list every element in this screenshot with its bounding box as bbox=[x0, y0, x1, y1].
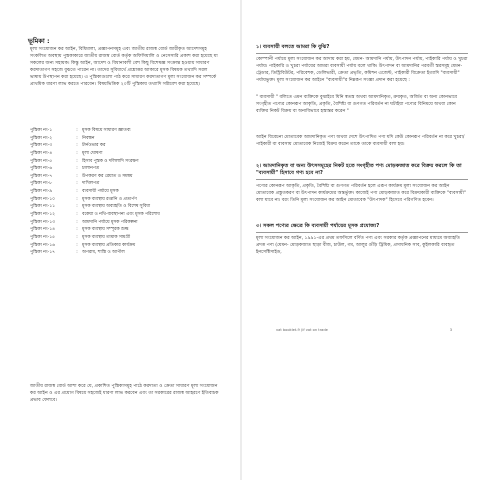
separator: : bbox=[76, 212, 78, 218]
separator: : bbox=[76, 196, 78, 202]
list-item bbox=[30, 211, 220, 219]
outro-paragraph: জাতীয় রাজস্ব বোর্ড আশা করে যে, প্রকাশিত পুস্তিকাসমূহ পাঠে করদাতা ও ক্রেতা সাধারণ মূল্য সংযোজন কর আইন ও এর প্রয়োগ বিষয়ে সহজেই ধারণা লাভ করবেন এবং তা সরকারের রাজস্ব আহরণে ইতিবাচক প্রভাব ফেলবে। bbox=[30, 384, 219, 403]
separator: : bbox=[76, 166, 78, 172]
question-3: ৩। সকল পণ্যের ক্ষেত্রে কি ব্যবসায়ী পর্যায়ের মূসক প্রযোজ্য? bbox=[256, 223, 468, 233]
booklet-number: পুস্তিকা নং-১৪ bbox=[30, 227, 55, 233]
separator: : bbox=[76, 227, 78, 233]
booklet-title: দাখিলপত্র bbox=[82, 181, 100, 187]
list-item bbox=[30, 219, 220, 227]
list-item bbox=[30, 196, 220, 204]
separator: : bbox=[76, 158, 78, 164]
booklet-title: মূসক ব্যবস্থায় সম্পূরক শুল্ক bbox=[82, 227, 129, 233]
answer-3: মূল্য সংযোজন কর আইন, ১৯৯১-এর প্রথম তফসিলে বর্ণিত পণ্য এবং সরকার কর্তৃক প্রজ্ঞাপনের মাধ্যমে অব্যাহতি প্রদত্ত পণ্য (যেমন- মোড়কজাত ছাড়া বীজ, চাউল, গম, আলুর গুঁড়ি ট্রিমিক, প্রসাধনিক সাব, কুইলকারি ব্যবহৃত ইনসেক্টিসাইড, bbox=[256, 236, 460, 255]
separator: : bbox=[76, 219, 78, 225]
booklet-title: মূসক ব্যবস্থায় অব্যাহতি ও বিশেষ সুবিধা bbox=[82, 204, 151, 210]
page-footer bbox=[276, 328, 452, 332]
booklet-number: পুস্তিকা নং-২ bbox=[30, 135, 53, 141]
booklet-list bbox=[30, 127, 220, 257]
booklet-title: মূসক ব্যবস্থায় তামাক সামগ্রী bbox=[82, 234, 131, 240]
booklet-number: পুস্তিকা নং-৯ bbox=[30, 189, 53, 195]
booklet-number: পুস্তিকা নং-১২ bbox=[30, 212, 55, 218]
list-item bbox=[30, 150, 220, 158]
list-item bbox=[30, 203, 220, 211]
list-item bbox=[30, 142, 220, 150]
separator: : bbox=[76, 250, 78, 256]
separator: : bbox=[76, 181, 78, 187]
booklet-title: মূসক ব্যবস্থায় প্রতিকার কার্যক্রম bbox=[82, 242, 136, 248]
list-item bbox=[30, 135, 220, 143]
separator: : bbox=[76, 234, 78, 240]
booklet-number: পুস্তিকা নং-৮ bbox=[30, 181, 53, 187]
booklet-number: পুস্তিকা নং-১৭ bbox=[30, 250, 55, 256]
list-item bbox=[30, 226, 220, 234]
answer-1: কোম্পানী পর্যায়ে মূল্য সংযোজন কর আদায় করা হয়, যেমন- আমদানি পর্যায়, উৎপাদন পর্যায়, পাইকারি পর্যায় ও খুচরা পর্যায়। পাইকারি ও খুচরা পর্যায়ের আমরা ব্যবসায়ী পর্যায় বলে থাকি। উৎপাদন বা আমদানির পরবর্তী স্তরসমূহ যেমন- ট্রেডার, ডিস্ট্রিবিউটর, পরিবেশক, ডেলিভারী, ক্রেতা প্রভৃতি, কমিশন এজেন্ট, পাইকারী বিক্রেতা ইত্যাদি "ব্যবসায়ী" পর্যায়ভুক্ত। মূল্য সংযোজন কর আইনে "ব্যবসায়ী"র নিম্নরূপ সংজ্ঞা প্রদান করা হয়েছে : bbox=[256, 57, 468, 83]
booklet-number: পুস্তিকা নং-১ bbox=[30, 128, 53, 133]
intro-paragraph: মূল্য সংযোজন কর আইন, বিধিমালা, প্রজ্ঞাপনসমূহ এবং জাতীয় রাজস্ব বোর্ড জারীকৃত আদেশসমূহ সংকলিত অবস্থায় পুস্তকাকারে জাতীয় রাজস্ব বোর্ড কর্তৃক অফিসিয়ালি ও নেসেসারি প্রকাশ করা হয়েছে যা সকলের জন্য সহায়ক। কিন্তু আইন, আদেশ ও বিধানাবলী বেশ কিছু বিশেষজ্ঞ সংক্রান্ত হওয়ায় সাধারণ করদাতাগণ সহজে বুঝতে পারেন না। তাদের সুবিধার্থে প্রশ্নোত্তর আকারে মূসক বিষয়ক তথ্যাদি সরল ভাষায় উপস্থাপন করা হয়েছে। এ পুস্তিকাগুলো পাঠ করে সাধারণ করদাতাগণ মূল্য সংযোজন কর সম্পর্কে প্রাথমিক ধারণা লাভ করতে পারবেন। বিষয়ভিত্তিক ২০টি পুস্তিকায় তথ্যাদি সন্নিবেশ করা হয়েছে। bbox=[30, 47, 218, 87]
list-item bbox=[30, 188, 220, 196]
separator: : bbox=[76, 128, 78, 133]
booklet-title: অপরাধ, শাস্তি ও আপীল bbox=[82, 250, 125, 256]
right-page bbox=[242, 0, 480, 480]
footer-source: vat booklet-9 (if vat on trade bbox=[276, 328, 328, 332]
booklet-title: নিবন্ধন bbox=[82, 135, 95, 141]
definition-quote: " ব্যবসায়ী " বলিতে এমন ব্যক্তিকে বুঝাইবে যিনি স্বতন্ত্র অথবা আমদানিকৃত, ক্রয়কৃত, অর্জিত বা অন্য কোনভাবে সংগৃহীত পণ্যের কোনরূপ আকৃতি, প্রকৃতি, বৈশিষ্ট্য বা গুণগত পরিবর্তন না ঘটাইয়া পণ্যের বিনিময়ে অথবা কোন ব্যক্তির নিকট বিক্রয় বা অন্যবিভাবে হস্তান্তর করেন " bbox=[256, 95, 458, 114]
booklet-number: পুস্তিকা নং-৪ bbox=[30, 150, 53, 156]
booklet-title: মূসক ব্যবস্থায় রপ্তানি ও প্রত্যর্পণ bbox=[82, 196, 137, 202]
booklet-title: ব্যবসায়ী পর্যায়ে মূসক bbox=[82, 189, 119, 195]
separator: : bbox=[76, 173, 78, 179]
list-item bbox=[30, 158, 220, 166]
booklet-title: হিসাব পুস্তক ও দলিলাদি সংরক্ষণ bbox=[82, 158, 139, 164]
booklet-title: মূল্য ঘোষণা bbox=[82, 150, 103, 156]
booklet-title: উপকরণ কর রেয়াত ও সমন্বয় bbox=[82, 173, 133, 179]
booklet-number: পুস্তিকা নং-১৬ bbox=[30, 242, 55, 248]
booklet-number: পুস্তিকা নং-৬ bbox=[30, 166, 53, 172]
separator: : bbox=[76, 204, 78, 210]
separator: : bbox=[76, 189, 78, 195]
separator: : bbox=[76, 242, 78, 248]
booklet-number: পুস্তিকা নং-৩ bbox=[30, 143, 53, 149]
list-item bbox=[30, 242, 220, 250]
separator: : bbox=[76, 135, 78, 141]
booklet-title: চালানপত্র bbox=[82, 166, 100, 172]
list-item bbox=[30, 234, 220, 242]
list-item bbox=[30, 249, 220, 257]
list-item bbox=[30, 165, 220, 173]
booklet-title: টার্নওভার কর bbox=[82, 143, 106, 149]
answer-1-continued: আইন বিবেচনা মোতাবেক আমদানিকৃত পণ্য অথবা দেশে উৎপাদিত পণ্য যদি কেউ কোনরূপ পরিবর্তন না করে খুচরা/পাইকারী বা ব্যবসায় মোতাবেক নিজেই বিক্রয় করেন তাকে তাকে ব্যবসায়ী বলা হয়। bbox=[256, 135, 465, 147]
booklet-title: আমদানি পর্যায়ে মূসক পরিকল্পনা bbox=[82, 219, 138, 225]
booklet-number: পুস্তিকা নং-১৫ bbox=[30, 234, 55, 240]
booklet-number: পুস্তিকা নং-৫ bbox=[30, 158, 53, 164]
answer-2: পণ্যের কোনরূপ আকৃতি, প্রকৃতি, বৈশিষ্ট্য বা গুণগত পরিবর্তন হলে এরূপ কার্যক্রম মূল্য সংযোজন কর আইন মোতাবেক প্রস্তুতকরণ বা উৎপাদন কার্যক্রমের অন্তর্ভুক্ত। কাজেই পণ্য মোড়কজাত করে বিক্রয়কারী ব্যক্তিকে "ব্যবসায়ী" বলা যাবে না। বরং তিনি মূল্য সংযোজন কর আইন মোতাবেক "উৎপাদক" হিসেবে পরিগণিত হবেন। bbox=[256, 184, 466, 203]
booklet-number: পুস্তিকা নং-১৩ bbox=[30, 219, 55, 225]
list-item bbox=[30, 180, 220, 188]
page-heading: ভূমিকা : bbox=[28, 37, 50, 45]
booklet-title: মূসক বিষয়ে সাধারণ জ্ঞাতব্য bbox=[82, 128, 131, 133]
booklet-number: পুস্তিকা নং-১০ bbox=[30, 196, 55, 202]
list-item bbox=[30, 173, 220, 181]
booklet-number: পুস্তিকা নং-১১ bbox=[30, 204, 55, 210]
question-2: ২। আমদানিকৃত বা অন্য উৎসসমূহের নিকট হতে সংগৃহীত পণ্য মোড়কজাত করে বিক্রয় করলে কি তা "ব্যবসায়ী" হিসাবে গণ্য হবে না? bbox=[256, 163, 468, 180]
separator: : bbox=[76, 150, 78, 156]
question-1: ১। ব্যবসায়ী বলতে আমরা কি বুঝি? bbox=[256, 44, 468, 54]
booklet-title: বকেয়া ও নথি-ব্যবস্থাপনা এবং মূসক পরিশোধ bbox=[82, 212, 160, 218]
list-item bbox=[30, 127, 220, 135]
booklet-number: পুস্তিকা নং-৭ bbox=[30, 173, 53, 179]
page-number: 3 bbox=[449, 328, 452, 332]
separator: : bbox=[76, 143, 78, 149]
